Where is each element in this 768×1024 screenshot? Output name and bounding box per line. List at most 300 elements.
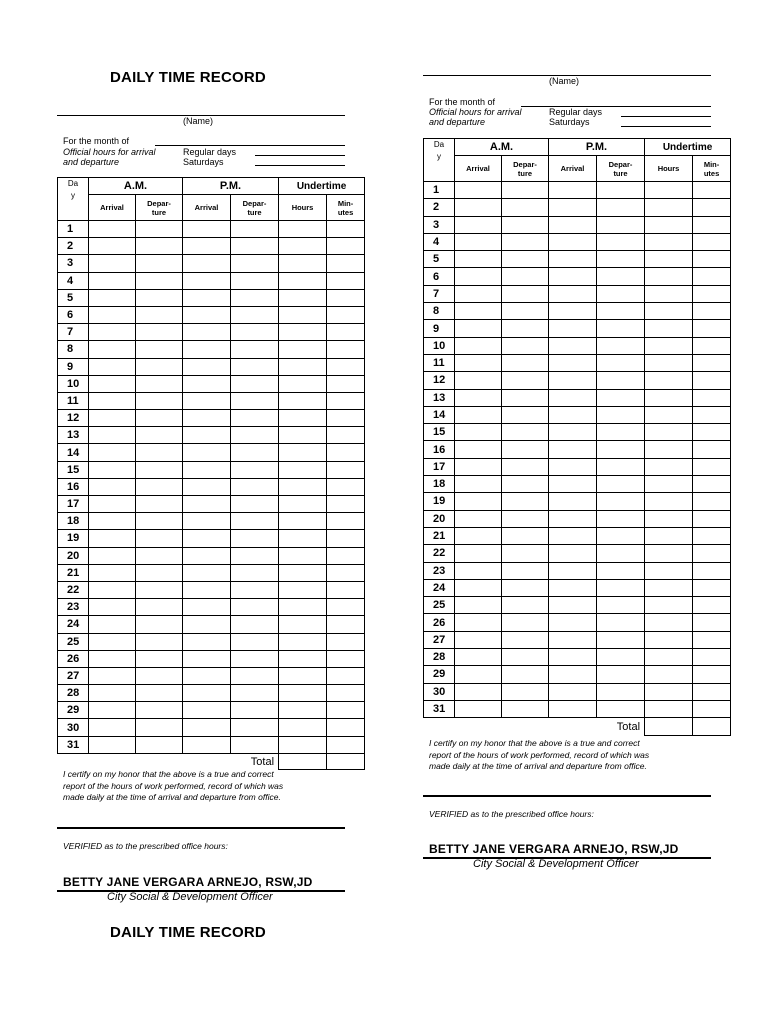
- pm-arrival-cell[interactable]: [549, 441, 597, 458]
- pm-departure-cell[interactable]: [597, 320, 645, 337]
- pm-departure-cell[interactable]: [231, 306, 279, 323]
- undertime-minutes-cell[interactable]: [693, 614, 731, 631]
- undertime-hours-cell[interactable]: [279, 736, 327, 753]
- am-departure-cell[interactable]: [136, 564, 183, 581]
- pm-departure-cell[interactable]: [231, 685, 279, 702]
- undertime-hours-cell[interactable]: [645, 666, 693, 683]
- am-departure-cell[interactable]: [502, 545, 549, 562]
- undertime-hours-cell[interactable]: [279, 702, 327, 719]
- pm-arrival-cell[interactable]: [549, 458, 597, 475]
- am-arrival-cell[interactable]: [455, 649, 502, 666]
- pm-arrival-cell[interactable]: [183, 736, 231, 753]
- am-arrival-cell[interactable]: [455, 700, 502, 717]
- am-departure-cell[interactable]: [136, 702, 183, 719]
- am-departure-cell[interactable]: [136, 547, 183, 564]
- am-arrival-cell[interactable]: [89, 530, 136, 547]
- undertime-hours-cell[interactable]: [279, 581, 327, 598]
- undertime-minutes-cell[interactable]: [693, 372, 731, 389]
- am-arrival-cell[interactable]: [89, 444, 136, 461]
- am-departure-cell[interactable]: [502, 285, 549, 302]
- pm-departure-cell[interactable]: [597, 579, 645, 596]
- undertime-hours-cell[interactable]: [279, 530, 327, 547]
- pm-departure-cell[interactable]: [231, 650, 279, 667]
- am-departure-cell[interactable]: [136, 461, 183, 478]
- pm-departure-cell[interactable]: [231, 496, 279, 513]
- undertime-hours-cell[interactable]: [279, 633, 327, 650]
- pm-departure-cell[interactable]: [597, 406, 645, 423]
- undertime-hours-cell[interactable]: [279, 375, 327, 392]
- undertime-hours-cell[interactable]: [645, 545, 693, 562]
- am-departure-cell[interactable]: [502, 303, 549, 320]
- am-arrival-cell[interactable]: [89, 736, 136, 753]
- undertime-hours-cell[interactable]: [279, 341, 327, 358]
- am-departure-cell[interactable]: [502, 579, 549, 596]
- undertime-minutes-cell[interactable]: [327, 427, 365, 444]
- am-arrival-cell[interactable]: [89, 427, 136, 444]
- undertime-hours-cell[interactable]: [279, 255, 327, 272]
- pm-arrival-cell[interactable]: [183, 358, 231, 375]
- undertime-hours-cell[interactable]: [279, 616, 327, 633]
- pm-departure-cell[interactable]: [597, 597, 645, 614]
- pm-arrival-cell[interactable]: [549, 666, 597, 683]
- am-departure-cell[interactable]: [502, 597, 549, 614]
- pm-departure-cell[interactable]: [597, 199, 645, 216]
- undertime-minutes-cell[interactable]: [693, 597, 731, 614]
- am-arrival-cell[interactable]: [89, 496, 136, 513]
- am-departure-cell[interactable]: [136, 667, 183, 684]
- undertime-hours-cell[interactable]: [279, 461, 327, 478]
- undertime-hours-cell[interactable]: [279, 238, 327, 255]
- pm-arrival-cell[interactable]: [549, 683, 597, 700]
- undertime-hours-cell[interactable]: [645, 389, 693, 406]
- pm-departure-cell[interactable]: [231, 392, 279, 409]
- undertime-minutes-cell[interactable]: [693, 441, 731, 458]
- pm-arrival-cell[interactable]: [183, 306, 231, 323]
- undertime-hours-cell[interactable]: [279, 272, 327, 289]
- undertime-hours-cell[interactable]: [645, 303, 693, 320]
- pm-departure-cell[interactable]: [231, 410, 279, 427]
- undertime-minutes-cell[interactable]: [327, 461, 365, 478]
- am-departure-cell[interactable]: [502, 268, 549, 285]
- undertime-hours-cell[interactable]: [279, 392, 327, 409]
- am-arrival-cell[interactable]: [455, 303, 502, 320]
- undertime-minutes-cell[interactable]: [327, 341, 365, 358]
- am-arrival-cell[interactable]: [89, 272, 136, 289]
- pm-departure-cell[interactable]: [231, 444, 279, 461]
- undertime-hours-cell[interactable]: [645, 579, 693, 596]
- pm-departure-cell[interactable]: [597, 700, 645, 717]
- undertime-hours-cell[interactable]: [645, 631, 693, 648]
- undertime-minutes-cell[interactable]: [327, 478, 365, 495]
- undertime-minutes-cell[interactable]: [693, 216, 731, 233]
- pm-arrival-cell[interactable]: [183, 650, 231, 667]
- am-departure-cell[interactable]: [136, 221, 183, 238]
- am-arrival-cell[interactable]: [455, 320, 502, 337]
- undertime-hours-cell[interactable]: [279, 306, 327, 323]
- pm-arrival-cell[interactable]: [549, 476, 597, 493]
- pm-departure-cell[interactable]: [231, 736, 279, 753]
- pm-departure-cell[interactable]: [231, 289, 279, 306]
- undertime-hours-cell[interactable]: [645, 372, 693, 389]
- am-arrival-cell[interactable]: [89, 410, 136, 427]
- pm-arrival-cell[interactable]: [183, 719, 231, 736]
- undertime-hours-cell[interactable]: [645, 493, 693, 510]
- undertime-hours-cell[interactable]: [645, 233, 693, 250]
- undertime-hours-cell[interactable]: [645, 268, 693, 285]
- pm-arrival-cell[interactable]: [549, 303, 597, 320]
- pm-departure-cell[interactable]: [231, 599, 279, 616]
- undertime-minutes-cell[interactable]: [327, 375, 365, 392]
- pm-departure-cell[interactable]: [231, 324, 279, 341]
- undertime-minutes-cell[interactable]: [327, 667, 365, 684]
- pm-arrival-cell[interactable]: [183, 599, 231, 616]
- undertime-minutes-cell[interactable]: [693, 527, 731, 544]
- pm-departure-cell[interactable]: [231, 702, 279, 719]
- am-departure-cell[interactable]: [136, 719, 183, 736]
- am-arrival-cell[interactable]: [89, 478, 136, 495]
- undertime-minutes-cell[interactable]: [327, 410, 365, 427]
- am-departure-cell[interactable]: [502, 527, 549, 544]
- undertime-minutes-cell[interactable]: [327, 736, 365, 753]
- pm-arrival-cell[interactable]: [549, 216, 597, 233]
- undertime-hours-cell[interactable]: [645, 458, 693, 475]
- pm-departure-cell[interactable]: [597, 285, 645, 302]
- undertime-hours-cell[interactable]: [645, 476, 693, 493]
- am-arrival-cell[interactable]: [455, 216, 502, 233]
- am-arrival-cell[interactable]: [455, 683, 502, 700]
- undertime-hours-cell[interactable]: [645, 527, 693, 544]
- undertime-hours-cell[interactable]: [645, 354, 693, 371]
- undertime-minutes-cell[interactable]: [693, 406, 731, 423]
- pm-departure-cell[interactable]: [231, 238, 279, 255]
- am-departure-cell[interactable]: [136, 513, 183, 530]
- undertime-minutes-cell[interactable]: [693, 458, 731, 475]
- undertime-minutes-cell[interactable]: [327, 650, 365, 667]
- pm-departure-cell[interactable]: [231, 358, 279, 375]
- am-departure-cell[interactable]: [136, 736, 183, 753]
- pm-arrival-cell[interactable]: [549, 424, 597, 441]
- pm-departure-cell[interactable]: [597, 545, 645, 562]
- pm-arrival-cell[interactable]: [549, 337, 597, 354]
- undertime-minutes-cell[interactable]: [327, 530, 365, 547]
- pm-arrival-cell[interactable]: [183, 633, 231, 650]
- undertime-minutes-cell[interactable]: [327, 496, 365, 513]
- am-arrival-cell[interactable]: [455, 614, 502, 631]
- undertime-minutes-cell[interactable]: [693, 268, 731, 285]
- pm-arrival-cell[interactable]: [183, 238, 231, 255]
- undertime-minutes-cell[interactable]: [327, 685, 365, 702]
- undertime-minutes-cell[interactable]: [693, 700, 731, 717]
- am-arrival-cell[interactable]: [89, 289, 136, 306]
- am-arrival-cell[interactable]: [455, 406, 502, 423]
- undertime-minutes-cell[interactable]: [327, 564, 365, 581]
- am-departure-cell[interactable]: [136, 685, 183, 702]
- pm-arrival-cell[interactable]: [549, 389, 597, 406]
- pm-departure-cell[interactable]: [597, 389, 645, 406]
- undertime-hours-cell[interactable]: [279, 324, 327, 341]
- undertime-minutes-cell[interactable]: [693, 182, 731, 199]
- undertime-minutes-cell[interactable]: [693, 476, 731, 493]
- undertime-minutes-cell[interactable]: [327, 719, 365, 736]
- am-arrival-cell[interactable]: [455, 597, 502, 614]
- undertime-minutes-cell[interactable]: [693, 251, 731, 268]
- am-departure-cell[interactable]: [502, 700, 549, 717]
- pm-arrival-cell[interactable]: [549, 285, 597, 302]
- am-arrival-cell[interactable]: [455, 424, 502, 441]
- undertime-minutes-cell[interactable]: [693, 631, 731, 648]
- pm-departure-cell[interactable]: [231, 564, 279, 581]
- undertime-minutes-cell[interactable]: [327, 392, 365, 409]
- pm-departure-cell[interactable]: [597, 441, 645, 458]
- am-arrival-cell[interactable]: [455, 285, 502, 302]
- am-departure-cell[interactable]: [136, 255, 183, 272]
- am-arrival-cell[interactable]: [89, 564, 136, 581]
- pm-arrival-cell[interactable]: [183, 461, 231, 478]
- undertime-hours-cell[interactable]: [279, 496, 327, 513]
- pm-arrival-cell[interactable]: [549, 199, 597, 216]
- pm-departure-cell[interactable]: [231, 461, 279, 478]
- pm-arrival-cell[interactable]: [183, 616, 231, 633]
- am-arrival-cell[interactable]: [89, 633, 136, 650]
- am-departure-cell[interactable]: [502, 182, 549, 199]
- am-arrival-cell[interactable]: [455, 389, 502, 406]
- pm-arrival-cell[interactable]: [183, 221, 231, 238]
- pm-departure-cell[interactable]: [597, 233, 645, 250]
- am-departure-cell[interactable]: [136, 444, 183, 461]
- undertime-hours-cell[interactable]: [645, 562, 693, 579]
- pm-arrival-cell[interactable]: [549, 562, 597, 579]
- pm-departure-cell[interactable]: [231, 530, 279, 547]
- am-arrival-cell[interactable]: [89, 238, 136, 255]
- pm-arrival-cell[interactable]: [183, 702, 231, 719]
- am-arrival-cell[interactable]: [455, 510, 502, 527]
- undertime-hours-cell[interactable]: [645, 337, 693, 354]
- am-departure-cell[interactable]: [502, 493, 549, 510]
- pm-arrival-cell[interactable]: [183, 564, 231, 581]
- pm-departure-cell[interactable]: [597, 337, 645, 354]
- undertime-hours-cell[interactable]: [279, 719, 327, 736]
- undertime-minutes-cell[interactable]: [327, 255, 365, 272]
- pm-arrival-cell[interactable]: [183, 255, 231, 272]
- undertime-hours-cell[interactable]: [645, 649, 693, 666]
- am-arrival-cell[interactable]: [455, 545, 502, 562]
- pm-arrival-cell[interactable]: [183, 685, 231, 702]
- pm-arrival-cell[interactable]: [549, 493, 597, 510]
- undertime-hours-cell[interactable]: [279, 427, 327, 444]
- pm-departure-cell[interactable]: [597, 631, 645, 648]
- pm-departure-cell[interactable]: [597, 683, 645, 700]
- am-arrival-cell[interactable]: [455, 441, 502, 458]
- pm-arrival-cell[interactable]: [183, 496, 231, 513]
- am-departure-cell[interactable]: [136, 341, 183, 358]
- undertime-hours-cell[interactable]: [279, 410, 327, 427]
- pm-departure-cell[interactable]: [231, 427, 279, 444]
- am-departure-cell[interactable]: [502, 233, 549, 250]
- undertime-minutes-cell[interactable]: [693, 354, 731, 371]
- pm-arrival-cell[interactable]: [549, 597, 597, 614]
- pm-departure-cell[interactable]: [597, 649, 645, 666]
- undertime-minutes-cell[interactable]: [693, 389, 731, 406]
- undertime-minutes-cell[interactable]: [327, 272, 365, 289]
- am-arrival-cell[interactable]: [455, 372, 502, 389]
- pm-departure-cell[interactable]: [597, 510, 645, 527]
- pm-arrival-cell[interactable]: [183, 289, 231, 306]
- pm-arrival-cell[interactable]: [549, 545, 597, 562]
- pm-departure-cell[interactable]: [231, 547, 279, 564]
- am-arrival-cell[interactable]: [89, 581, 136, 598]
- pm-arrival-cell[interactable]: [183, 272, 231, 289]
- am-arrival-cell[interactable]: [455, 476, 502, 493]
- undertime-minutes-cell[interactable]: [327, 616, 365, 633]
- am-departure-cell[interactable]: [136, 392, 183, 409]
- am-departure-cell[interactable]: [136, 530, 183, 547]
- am-arrival-cell[interactable]: [455, 199, 502, 216]
- pm-arrival-cell[interactable]: [549, 510, 597, 527]
- undertime-minutes-cell[interactable]: [693, 666, 731, 683]
- am-departure-cell[interactable]: [136, 427, 183, 444]
- undertime-minutes-cell[interactable]: [327, 547, 365, 564]
- pm-arrival-cell[interactable]: [549, 268, 597, 285]
- am-departure-cell[interactable]: [136, 496, 183, 513]
- am-departure-cell[interactable]: [136, 616, 183, 633]
- undertime-minutes-cell[interactable]: [693, 649, 731, 666]
- pm-arrival-cell[interactable]: [549, 251, 597, 268]
- pm-departure-cell[interactable]: [597, 476, 645, 493]
- undertime-minutes-cell[interactable]: [693, 199, 731, 216]
- undertime-minutes-cell[interactable]: [327, 358, 365, 375]
- am-arrival-cell[interactable]: [455, 631, 502, 648]
- am-departure-cell[interactable]: [136, 650, 183, 667]
- undertime-minutes-cell[interactable]: [327, 444, 365, 461]
- am-departure-cell[interactable]: [502, 424, 549, 441]
- pm-arrival-cell[interactable]: [183, 324, 231, 341]
- undertime-hours-cell[interactable]: [645, 700, 693, 717]
- pm-arrival-cell[interactable]: [183, 375, 231, 392]
- am-arrival-cell[interactable]: [455, 579, 502, 596]
- undertime-hours-cell[interactable]: [645, 683, 693, 700]
- pm-departure-cell[interactable]: [231, 341, 279, 358]
- undertime-hours-cell[interactable]: [279, 478, 327, 495]
- pm-arrival-cell[interactable]: [183, 478, 231, 495]
- pm-arrival-cell[interactable]: [549, 527, 597, 544]
- pm-departure-cell[interactable]: [231, 255, 279, 272]
- am-arrival-cell[interactable]: [455, 354, 502, 371]
- am-arrival-cell[interactable]: [455, 562, 502, 579]
- pm-arrival-cell[interactable]: [549, 700, 597, 717]
- undertime-minutes-cell[interactable]: [693, 424, 731, 441]
- am-arrival-cell[interactable]: [89, 221, 136, 238]
- pm-departure-cell[interactable]: [597, 216, 645, 233]
- undertime-minutes-cell[interactable]: [327, 581, 365, 598]
- am-departure-cell[interactable]: [502, 562, 549, 579]
- am-departure-cell[interactable]: [502, 476, 549, 493]
- undertime-minutes-cell[interactable]: [693, 337, 731, 354]
- undertime-hours-cell[interactable]: [645, 441, 693, 458]
- am-arrival-cell[interactable]: [455, 493, 502, 510]
- pm-arrival-cell[interactable]: [183, 341, 231, 358]
- am-departure-cell[interactable]: [136, 289, 183, 306]
- am-arrival-cell[interactable]: [89, 650, 136, 667]
- undertime-minutes-cell[interactable]: [327, 221, 365, 238]
- undertime-minutes-cell[interactable]: [693, 285, 731, 302]
- pm-departure-cell[interactable]: [231, 581, 279, 598]
- am-arrival-cell[interactable]: [89, 306, 136, 323]
- pm-arrival-cell[interactable]: [549, 614, 597, 631]
- am-arrival-cell[interactable]: [89, 461, 136, 478]
- am-arrival-cell[interactable]: [455, 182, 502, 199]
- undertime-minutes-cell[interactable]: [693, 545, 731, 562]
- undertime-hours-cell[interactable]: [279, 358, 327, 375]
- undertime-minutes-cell[interactable]: [693, 683, 731, 700]
- undertime-hours-cell[interactable]: [279, 667, 327, 684]
- am-departure-cell[interactable]: [502, 441, 549, 458]
- pm-departure-cell[interactable]: [597, 666, 645, 683]
- pm-departure-cell[interactable]: [597, 303, 645, 320]
- pm-arrival-cell[interactable]: [183, 581, 231, 598]
- am-arrival-cell[interactable]: [89, 513, 136, 530]
- undertime-hours-cell[interactable]: [645, 216, 693, 233]
- undertime-minutes-cell[interactable]: [327, 513, 365, 530]
- am-arrival-cell[interactable]: [89, 702, 136, 719]
- am-departure-cell[interactable]: [136, 358, 183, 375]
- am-departure-cell[interactable]: [502, 683, 549, 700]
- am-departure-cell[interactable]: [502, 354, 549, 371]
- pm-departure-cell[interactable]: [597, 527, 645, 544]
- pm-departure-cell[interactable]: [231, 719, 279, 736]
- undertime-hours-cell[interactable]: [645, 406, 693, 423]
- undertime-hours-cell[interactable]: [279, 444, 327, 461]
- pm-departure-cell[interactable]: [597, 268, 645, 285]
- am-departure-cell[interactable]: [502, 337, 549, 354]
- pm-departure-cell[interactable]: [597, 372, 645, 389]
- am-departure-cell[interactable]: [136, 633, 183, 650]
- undertime-minutes-cell[interactable]: [693, 233, 731, 250]
- undertime-minutes-cell[interactable]: [693, 579, 731, 596]
- pm-arrival-cell[interactable]: [549, 372, 597, 389]
- undertime-minutes-cell[interactable]: [327, 289, 365, 306]
- pm-departure-cell[interactable]: [597, 424, 645, 441]
- pm-arrival-cell[interactable]: [183, 444, 231, 461]
- am-departure-cell[interactable]: [502, 649, 549, 666]
- pm-arrival-cell[interactable]: [183, 392, 231, 409]
- pm-arrival-cell[interactable]: [183, 547, 231, 564]
- undertime-minutes-cell[interactable]: [693, 303, 731, 320]
- pm-arrival-cell[interactable]: [549, 354, 597, 371]
- am-departure-cell[interactable]: [502, 251, 549, 268]
- undertime-hours-cell[interactable]: [645, 199, 693, 216]
- pm-arrival-cell[interactable]: [549, 182, 597, 199]
- undertime-hours-cell[interactable]: [279, 221, 327, 238]
- undertime-hours-cell[interactable]: [645, 424, 693, 441]
- am-arrival-cell[interactable]: [89, 341, 136, 358]
- undertime-hours-cell[interactable]: [645, 597, 693, 614]
- pm-arrival-cell[interactable]: [549, 631, 597, 648]
- pm-arrival-cell[interactable]: [549, 233, 597, 250]
- am-departure-cell[interactable]: [136, 478, 183, 495]
- pm-arrival-cell[interactable]: [183, 410, 231, 427]
- am-departure-cell[interactable]: [136, 599, 183, 616]
- am-departure-cell[interactable]: [502, 320, 549, 337]
- pm-departure-cell[interactable]: [231, 478, 279, 495]
- undertime-minutes-cell[interactable]: [327, 306, 365, 323]
- pm-departure-cell[interactable]: [597, 354, 645, 371]
- pm-arrival-cell[interactable]: [183, 427, 231, 444]
- pm-departure-cell[interactable]: [597, 458, 645, 475]
- pm-arrival-cell[interactable]: [183, 530, 231, 547]
- pm-departure-cell[interactable]: [231, 221, 279, 238]
- undertime-minutes-cell[interactable]: [327, 702, 365, 719]
- am-departure-cell[interactable]: [502, 510, 549, 527]
